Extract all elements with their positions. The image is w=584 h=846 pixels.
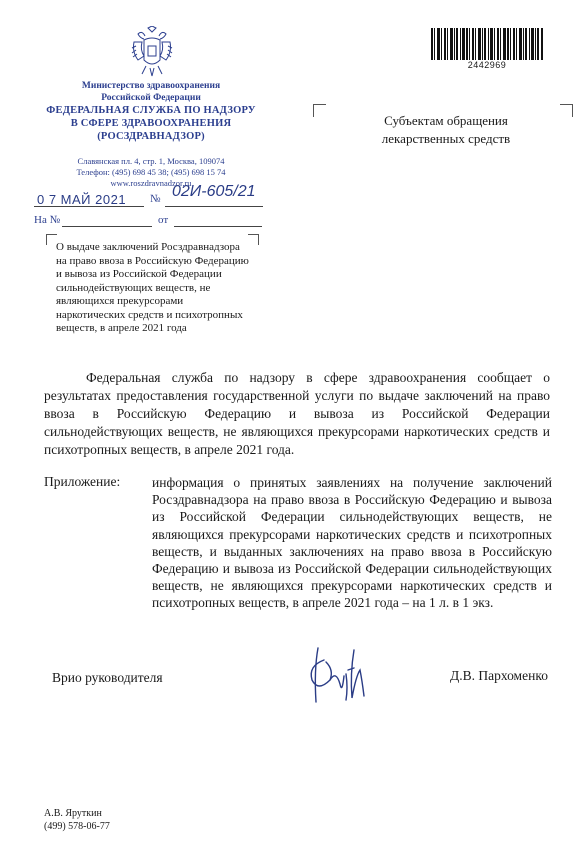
service-line-2: В СФЕРЕ ЗДРАВООХРАНЕНИЯ xyxy=(70,118,232,129)
appendix-label: Приложение: xyxy=(44,474,121,489)
reference-label: На № xyxy=(34,214,61,226)
subject-line-1: О выдаче заключений Росздравнадзора xyxy=(56,241,240,253)
registration-number: 02И-605/21 xyxy=(172,183,256,200)
ministry-line-1: Министерство здравоохранения xyxy=(81,81,221,91)
number-label: № xyxy=(150,193,161,205)
from-underline xyxy=(174,226,262,227)
barcode-number: 2442969 xyxy=(467,60,507,70)
signatory-name: Д.В. Пархоменко xyxy=(450,668,548,683)
reference-underline xyxy=(62,226,152,227)
service-line-1: ФЕДЕРАЛЬНАЯ СЛУЖБА ПО НАДЗОРУ xyxy=(46,105,256,116)
from-label: от xyxy=(158,214,169,226)
coat-of-arms-emblem xyxy=(130,26,174,78)
date-stamp: 0 7 МАЙ 2021 xyxy=(37,192,127,207)
barcode-image xyxy=(431,28,543,60)
subject-line-7: веществ, в апреле 2021 года xyxy=(56,322,187,334)
subject-line-2: на право ввоза в Российскую Федерацию xyxy=(56,254,249,267)
executor-phone: (499) 578-06-77 xyxy=(44,821,110,832)
addressee-line-2: лекарственных средств xyxy=(381,131,511,146)
executor-name: А.В. Яруткин xyxy=(44,808,102,819)
addressee-bracket-left xyxy=(313,104,326,117)
subject-line-3: и вывоза из Российской Федерации xyxy=(56,268,222,280)
website: www.roszdravnadzor.ru xyxy=(110,178,192,188)
subject-line-4: сильнодействующих веществ, не xyxy=(56,281,211,294)
service-name xyxy=(40,104,262,143)
subject-line-6: наркотических средств и психотропных xyxy=(56,308,243,321)
signatory-role: Врио руководителя xyxy=(52,670,163,685)
ministry-name xyxy=(40,80,262,104)
ministry-line-2: Российской Федерации xyxy=(101,93,201,103)
letter-body xyxy=(44,369,550,459)
service-line-3: (РОСЗДРАВНАДЗОР) xyxy=(97,131,205,142)
date-underline xyxy=(34,206,144,207)
addressee-line-1: Субъектам обращения xyxy=(384,113,508,128)
addressee xyxy=(326,112,566,148)
subject-block xyxy=(56,241,266,336)
appendix-text: информация о принятых заявлениях на получение заключений Росздравнадзора на право ввоза в Российскую Федерацию и вывоза из Российской Федерации сильнодействующих веществ, не являющихся прекурсорами наркотических средств и психотропных веществ, и выданных заключениях на право ввоза в Российскую Федерацию и вывоза из Российской Федерации сильнодействующих веществ, не являющихся прекурсорами наркотических средств и психотропных веществ, в апреле 2021 года – на 1 л. в 1 экз. xyxy=(152,475,552,611)
phone: Телефон: (495) 698 45 38; (495) 698 15 74 xyxy=(76,167,226,177)
address: Славянская пл. 4, стр. 1, Москва, 109074 xyxy=(77,156,225,166)
body-paragraph: Федеральная служба по надзору в сфере здравоохранения сообщает о результатах предоставления государственной услуги по выдаче заключений на право ввоза в Российскую Федерацию и вывоза из Российской Федерации сильнодействующих веществ, не являющихся прекурсорами наркотических средств и психотропных веществ, в апреле 2021 года. xyxy=(44,370,550,457)
handwritten-signature xyxy=(300,640,380,710)
number-underline xyxy=(165,206,263,207)
subject-line-5: являющихся прекурсорами xyxy=(56,295,184,307)
